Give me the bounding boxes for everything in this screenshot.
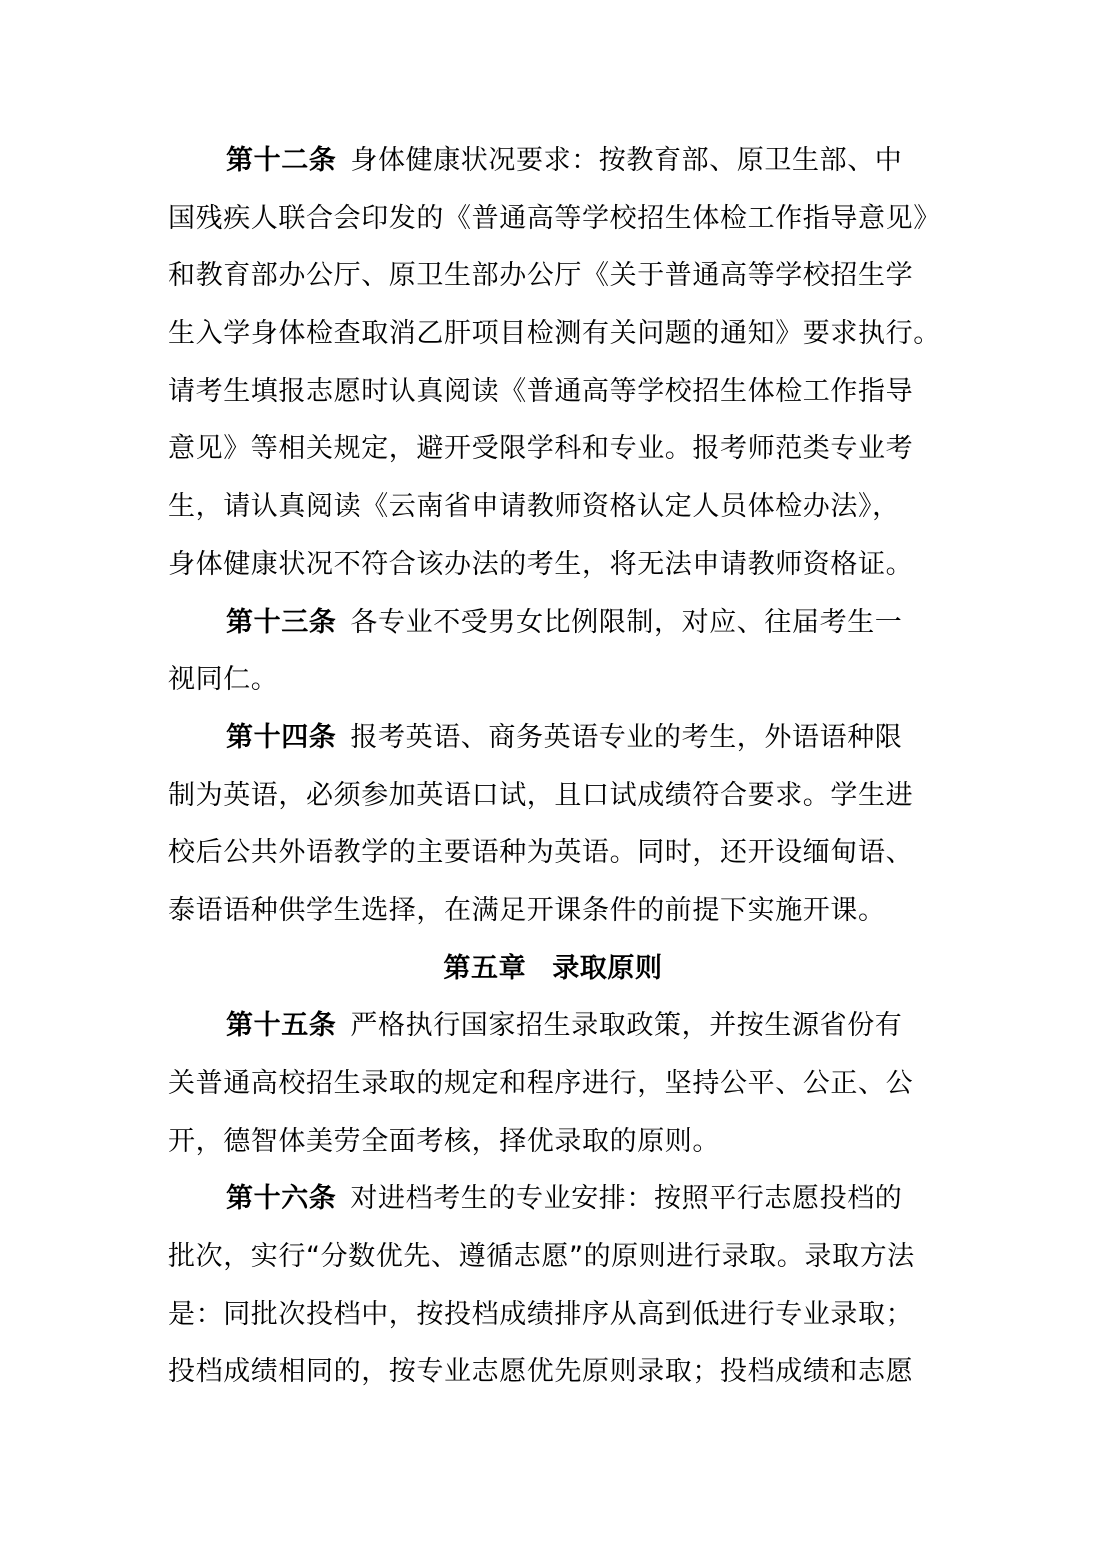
article-line	[168, 1170, 968, 1228]
article-line: 投档成绩相同的，按专业志愿优先原则录取；投档成绩和志愿	[168, 1356, 914, 1388]
chapter-number: 第五章	[443, 952, 527, 984]
article-line	[168, 709, 968, 767]
article-line	[168, 132, 968, 190]
article-text: 对进档考生的专业安排：按照平行志愿投档的	[350, 1183, 903, 1215]
article-line: 视同仁。	[168, 664, 279, 696]
article-line: 和教育部办公厅、原卫生部办公厅《关于普通高等学校招生学	[168, 260, 914, 292]
article-line: 身体健康状况不符合该办法的考生，将无法申请教师资格证。	[168, 548, 914, 580]
article-line: 国残疾人联合会印发的《普通高等学校招生体检工作指导意见》	[168, 202, 941, 234]
article-12	[168, 132, 968, 594]
article-line: 关普通高校招生录取的规定和程序进行，坚持公平、公正、公	[168, 1068, 914, 1099]
article-line: 生入学身体检查取消乙肝项目检测有关问题的通知》要求执行。	[168, 318, 941, 350]
article-number: 第十六条	[226, 1183, 337, 1215]
article-line	[168, 997, 968, 1055]
article-line: 生，请认真阅读《云南省申请教师资格认定人员体检办法》，	[168, 491, 900, 523]
article-number: 第十四条	[226, 721, 337, 753]
article-line: 意见》等相关规定，避开受限学科和专业。报考师范类专业考	[168, 433, 914, 465]
article-line: 制为英语，必须参加英语口试，且口试成绩符合要求。学生进	[168, 779, 914, 811]
article-number: 第十二条	[226, 145, 337, 176]
article-line: 泰语语种供学生选择，在满足开课条件的前提下实施开课。	[168, 894, 886, 926]
chapter-title: 录取原则	[552, 952, 663, 984]
article-line: 批次，实行“分数优先、遵循志愿”的原则进行录取。录取方法	[168, 1241, 915, 1273]
article-13	[168, 594, 968, 709]
article-text: 报考英语、商务英语专业的考生，外语语种限	[350, 721, 903, 753]
article-text: 严格执行国家招生录取政策，并按生源省份有	[350, 1010, 903, 1042]
article-14	[168, 709, 968, 940]
article-line	[168, 594, 968, 652]
article-line: 校后公共外语教学的主要语种为英语。同时，还开设缅甸语、	[168, 837, 914, 869]
article-line: 请考生填报志愿时认真阅读《普通高等学校招生体检工作指导	[168, 375, 914, 407]
article-line: 是：同批次投档中，按投档成绩排序从高到低进行专业录取；	[168, 1298, 914, 1330]
article-number: 第十三条	[226, 606, 337, 638]
article-text: 各专业不受男女比例限制，对应、往届考生一	[350, 606, 903, 638]
article-15	[168, 997, 968, 1170]
document-page	[168, 132, 968, 1401]
article-text: 身体健康状况要求：按教育部、原卫生部、中	[350, 145, 903, 176]
article-line: 开，德智体美劳全面考核，择优录取的原则。	[168, 1125, 720, 1157]
chapter-heading	[168, 940, 938, 998]
article-16	[168, 1170, 968, 1401]
article-number: 第十五条	[226, 1010, 337, 1042]
